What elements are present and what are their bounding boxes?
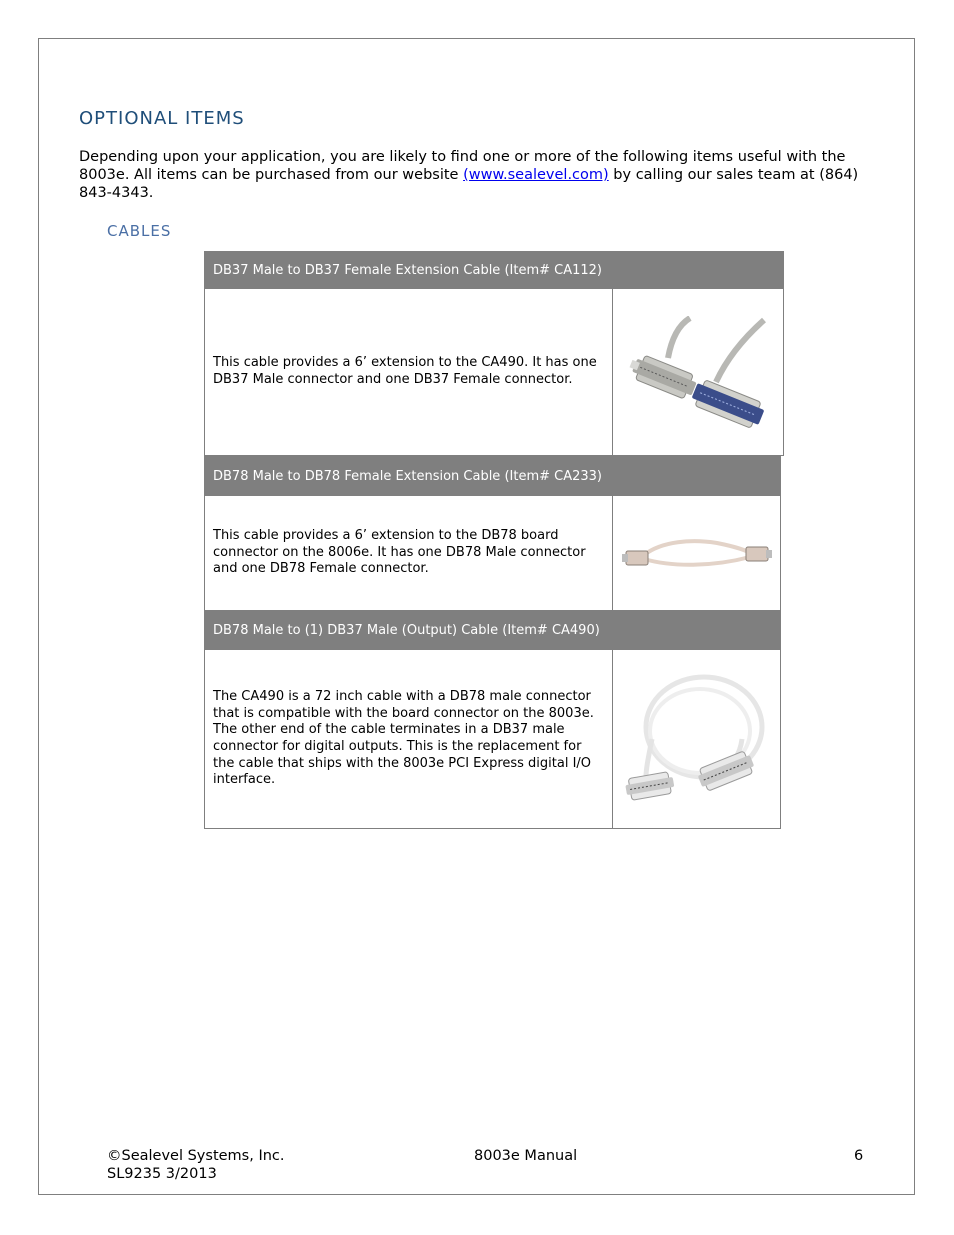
intro-paragraph: [79, 148, 894, 202]
cable-description: This cable provides a 6’ extension to the DB78 board connector on the 8006e. It has one DB78 Male connector and one DB78 Female connector.: [205, 496, 613, 610]
cable-table-ca233-ca490: [204, 456, 781, 829]
intro-text-after: by calling our sales team at (864) 843-4343.: [79, 167, 859, 201]
document-code: SL9235 3/2013: [107, 1166, 217, 1182]
copyright-text: ©Sealevel Systems, Inc.: [107, 1148, 285, 1164]
db78-extension-cable-photo: [613, 496, 780, 610]
cable-description: The CA490 is a 72 inch cable with a DB78 male connector that is compatible with the board connector on the 8003e. The other end of the cable terminates in a DB37 male connector for digital outputs. This is the replacement for the cable that ships with the 8003e PCI Express digital I/O interface.: [205, 650, 613, 828]
cable-title: DB37 Male to DB37 Female Extension Cable (Item# CA112): [205, 252, 783, 289]
cable-description: This cable provides a 6’ extension to the CA490. It has one DB37 Male connector and one DB37 Female connector.: [205, 289, 613, 455]
section-heading: OPTIONAL ITEMS: [79, 108, 245, 129]
ca490-cable-photo: [613, 650, 780, 828]
website-link[interactable]: (www.sealevel.com): [463, 167, 609, 183]
intro-text-before: Depending upon your application, you are likely to find one or more of the following items useful with the 8003e. All items can be purchased from our website: [79, 149, 846, 183]
cable-title: DB78 Male to DB78 Female Extension Cable (Item# CA233): [205, 457, 780, 496]
cable-title: DB78 Male to (1) DB37 Male (Output) Cable (Item# CA490): [205, 610, 780, 650]
footer-copyright: [107, 1147, 285, 1183]
footer-manual-title: 8003e Manual: [474, 1148, 578, 1164]
subsection-heading: CABLES: [107, 222, 172, 240]
cable-table-ca112: [204, 251, 784, 456]
page-number: 6: [854, 1148, 864, 1164]
db37-extension-cable-photo: [613, 289, 783, 455]
